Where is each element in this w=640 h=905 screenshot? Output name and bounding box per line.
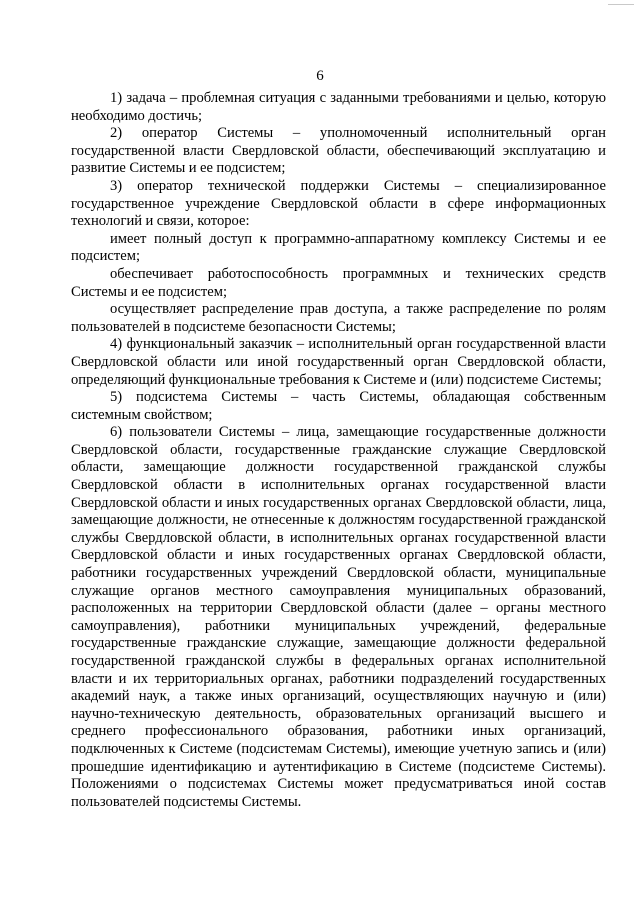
document-body [71, 90, 606, 811]
page-number: 6 [316, 68, 324, 84]
paragraph-task-definition: 1) задача – проблемная ситуация с заданными требованиями и целью, которую необходимо достичь; [71, 90, 606, 124]
paragraph-functional-customer: 4) функциональный заказчик – исполнительный орган государственной власти Свердловской области или иной государственный орган Свердловской области, определяющий функциональные требования к Системе и (или) подсистеме Системы; [71, 336, 606, 388]
paragraph-subsystem: 5) подсистема Системы – часть Системы, обладающая собственным системным свойством; [71, 389, 606, 423]
paragraph-access-rights: осуществляет распределение прав доступа, а также распределение по ролям пользователей в подсистеме безопасности Системы; [71, 301, 606, 335]
paragraph-operability: обеспечивает работоспособность программных и технических средств Системы и ее подсистем; [71, 265, 606, 300]
corner-mark [608, 4, 634, 5]
paragraph-system-users: 6) пользователи Системы – лица, замещающие государственные должности Свердловской области, государственные гражданские служащие Свердловской области, замещающие должности государственной гражданской службы Свердловской области в исполнительных органах государственной власти Свердловской области и иных государственных органах Свердловской области, лица, замещающие должности, не отнесенные к должностям государственной гражданской службы Свердловской области, в исполнительных органах государственной власти Свердловской области и иных государственных органах Свердловской области, работники государственных учреждений Свердловской области, муниципальные служащие органов местного самоуправления муниципальных образований, расположенных на территории Свердловской области (далее – органы местного самоуправления), работники муниципальных учреждений, федеральные государственные гражданские служащие, замещающие должности федеральной государственной гражданской службы в федеральных органах исполнительной власти и их территориальных органах, работники подразделений государственных академий наук, а также иных организаций, осуществляющих научную и (или) научно-техническую деятельность, образовательных организаций высшего и среднего профессионального образования, работники иных организаций, подключенных к Системе (подсистемам Системы), имеющие учетную запись и (или) прошедшие идентификацию и аутентификацию в Системе (подсистеме Системы). Положениями о подсистемах Системы может предусматриваться иной состав пользователей подсистемы Системы. [71, 424, 606, 810]
paragraph-system-operator: 2) оператор Системы – уполномоченный исполнительный орган государственной власти Свердловской области, обеспечивающий эксплуатацию и развитие Системы и ее подсистем; [71, 125, 606, 177]
paragraph-support-operator: 3) оператор технической поддержки Системы – специализированное государственное учреждение Свердловской области в сфере информационных технологий и связи, которое: [71, 177, 606, 230]
paragraph-full-access: имеет полный доступ к программно-аппаратному комплексу Системы и ее подсистем; [71, 230, 606, 265]
